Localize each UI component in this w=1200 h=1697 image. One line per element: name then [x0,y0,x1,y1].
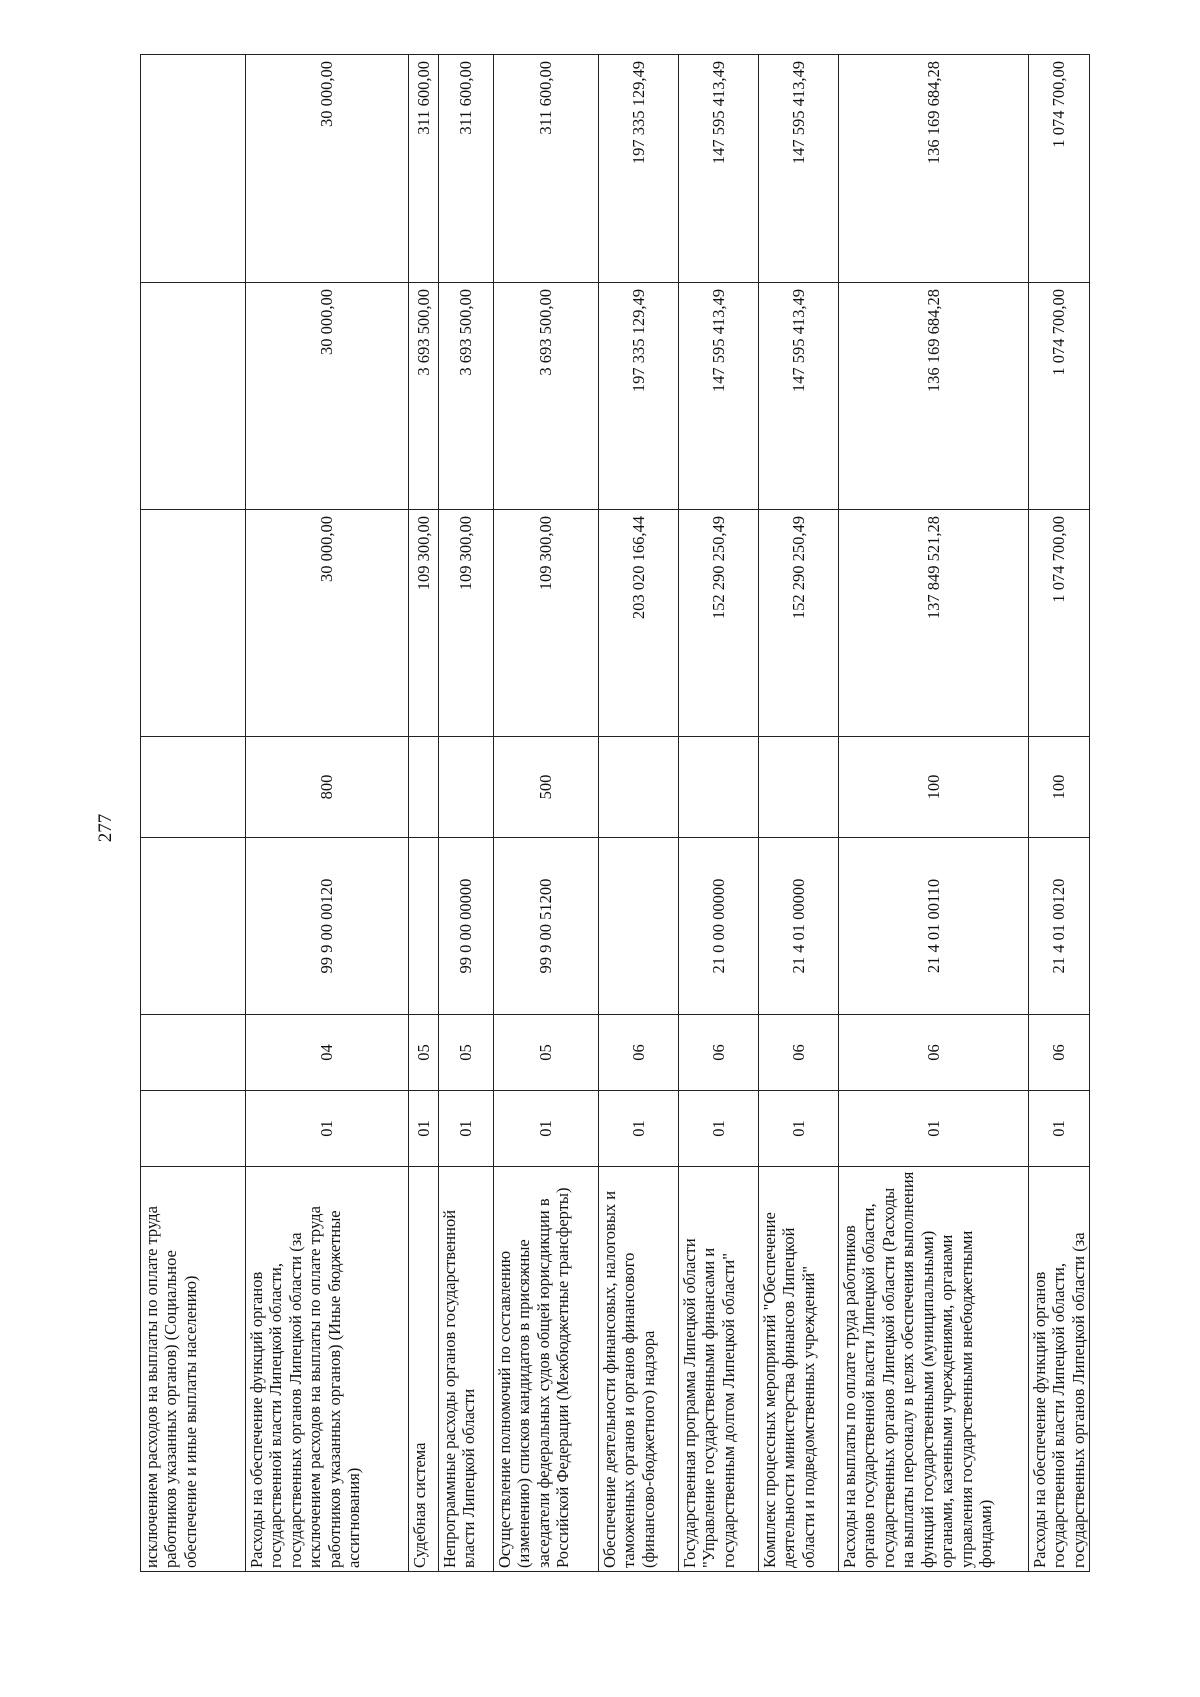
subsection-code [141,1015,246,1091]
expense-type-code: 500 [494,737,599,838]
row-name: Судебная система [409,1167,439,1572]
amount-year-2: 3 693 500,00 [439,283,494,510]
amount-year-2: 30 000,00 [246,283,409,510]
row-name: исключением расходов на выплаты по оплате труда работников указанных органов) (Социальное обеспечение и иные выплаты населению) [141,1167,246,1572]
expense-type-code [759,737,839,838]
budget-allocation-table [140,54,1090,1572]
subsection-code: 06 [679,1015,759,1091]
row-name: Расходы на выплаты по оплате труда работников органов государственной власти Липецкой области, государственных органов Липецкой области (Расходы на выплаты персоналу в целях обеспечения выполнения функций государственными (муниципальными) органами, казенными учреждениями, органами управления государственными внебюджетными фондами) [839,1167,1029,1572]
subsection-code: 06 [1029,1015,1090,1091]
expense-type-code [679,737,759,838]
amount-year-3: 311 600,00 [439,55,494,283]
table-row [439,55,494,1572]
amount-year-2: 197 335 129,49 [599,283,679,510]
target-article-code: 99 0 00 00000 [439,838,494,1015]
subsection-code: 05 [439,1015,494,1091]
section-code: 01 [409,1091,439,1167]
row-name: Государственная программа Липецкой области "Управление государственными финансами и государственным долгом Липецкой области" [679,1167,759,1572]
section-code: 01 [1029,1091,1090,1167]
subsection-code: 06 [759,1015,839,1091]
section-code [141,1091,246,1167]
amount-year-3: 311 600,00 [409,55,439,283]
page-number: 277 [95,813,116,843]
section-code: 01 [679,1091,759,1167]
target-article-code: 21 4 01 00110 [839,838,1029,1015]
section-code: 01 [494,1091,599,1167]
expense-type-code [439,737,494,838]
table-body [141,55,1090,1572]
row-name: Расходы на обеспечение функций органов государственной власти Липецкой области, государственных органов Липецкой области (за [1029,1167,1090,1572]
subsection-code: 06 [839,1015,1029,1091]
expense-type-code [599,737,679,838]
expense-type-code [141,737,246,838]
subsection-code: 04 [246,1015,409,1091]
amount-year-3 [141,55,246,283]
amount-year-3: 1 074 700,00 [1029,55,1090,283]
target-article-code [141,838,246,1015]
amount-year-3: 136 169 684,28 [839,55,1029,283]
table-row [409,55,439,1572]
budget-table-frame [140,55,1088,1572]
table-row [679,55,759,1572]
amount-year-1: 109 300,00 [409,510,439,737]
target-article-code: 21 0 00 00000 [679,838,759,1015]
amount-year-1: 109 300,00 [439,510,494,737]
section-code: 01 [759,1091,839,1167]
table-row [759,55,839,1572]
target-article-code: 21 4 01 00120 [1029,838,1090,1015]
section-code: 01 [839,1091,1029,1167]
amount-year-2 [141,283,246,510]
amount-year-1: 152 290 250,49 [759,510,839,737]
row-name: Осуществление полномочий по составлению (изменению) списков кандидатов в присяжные заседатели федеральных судов общей юрисдикции в Российской Федерации (Межбюджетные трансферты) [494,1167,599,1572]
target-article-code [409,838,439,1015]
amount-year-2: 136 169 684,28 [839,283,1029,510]
section-code: 01 [246,1091,409,1167]
amount-year-3: 311 600,00 [494,55,599,283]
subsection-code: 05 [494,1015,599,1091]
amount-year-2: 1 074 700,00 [1029,283,1090,510]
subsection-code: 06 [599,1015,679,1091]
table-row [1029,55,1090,1572]
amount-year-2: 3 693 500,00 [494,283,599,510]
section-code: 01 [599,1091,679,1167]
expense-type-code: 800 [246,737,409,838]
target-article-code: 99 9 00 00120 [246,838,409,1015]
amount-year-1: 1 074 700,00 [1029,510,1090,737]
amount-year-1: 109 300,00 [494,510,599,737]
expense-type-code: 100 [1029,737,1090,838]
row-name: Обеспечение деятельности финансовых, налоговых и таможенных органов и органов финансового (финансово-бюджетного) надзора [599,1167,679,1572]
row-name: Непрограммные расходы органов государственной власти Липецкой области [439,1167,494,1572]
amount-year-3: 197 335 129,49 [599,55,679,283]
row-name: Расходы на обеспечение функций органов государственной власти Липецкой области, государственных органов Липецкой области (за исключением расходов на выплаты по оплате труда работников указанных органов) (Иные бюджетные ассигнования) [246,1167,409,1572]
amount-year-3: 147 595 413,49 [679,55,759,283]
row-name: Комплекс процессных мероприятий "Обеспечение деятельности министерства финансов Липецкой области и подведомственных учреждений" [759,1167,839,1572]
table-row [141,55,246,1572]
target-article-code: 99 9 00 51200 [494,838,599,1015]
amount-year-1: 137 849 521,28 [839,510,1029,737]
target-article-code [599,838,679,1015]
rotated-table-container [140,55,1088,1572]
expense-type-code [409,737,439,838]
amount-year-1: 30 000,00 [246,510,409,737]
target-article-code: 21 4 01 00000 [759,838,839,1015]
amount-year-1: 203 020 166,44 [599,510,679,737]
section-code: 01 [439,1091,494,1167]
amount-year-2: 147 595 413,49 [759,283,839,510]
expense-type-code: 100 [839,737,1029,838]
table-row [599,55,679,1572]
amount-year-1: 152 290 250,49 [679,510,759,737]
amount-year-1 [141,510,246,737]
amount-year-3: 147 595 413,49 [759,55,839,283]
amount-year-2: 147 595 413,49 [679,283,759,510]
table-row [246,55,409,1572]
amount-year-2: 3 693 500,00 [409,283,439,510]
amount-year-3: 30 000,00 [246,55,409,283]
table-row [839,55,1029,1572]
table-row [494,55,599,1572]
subsection-code: 05 [409,1015,439,1091]
